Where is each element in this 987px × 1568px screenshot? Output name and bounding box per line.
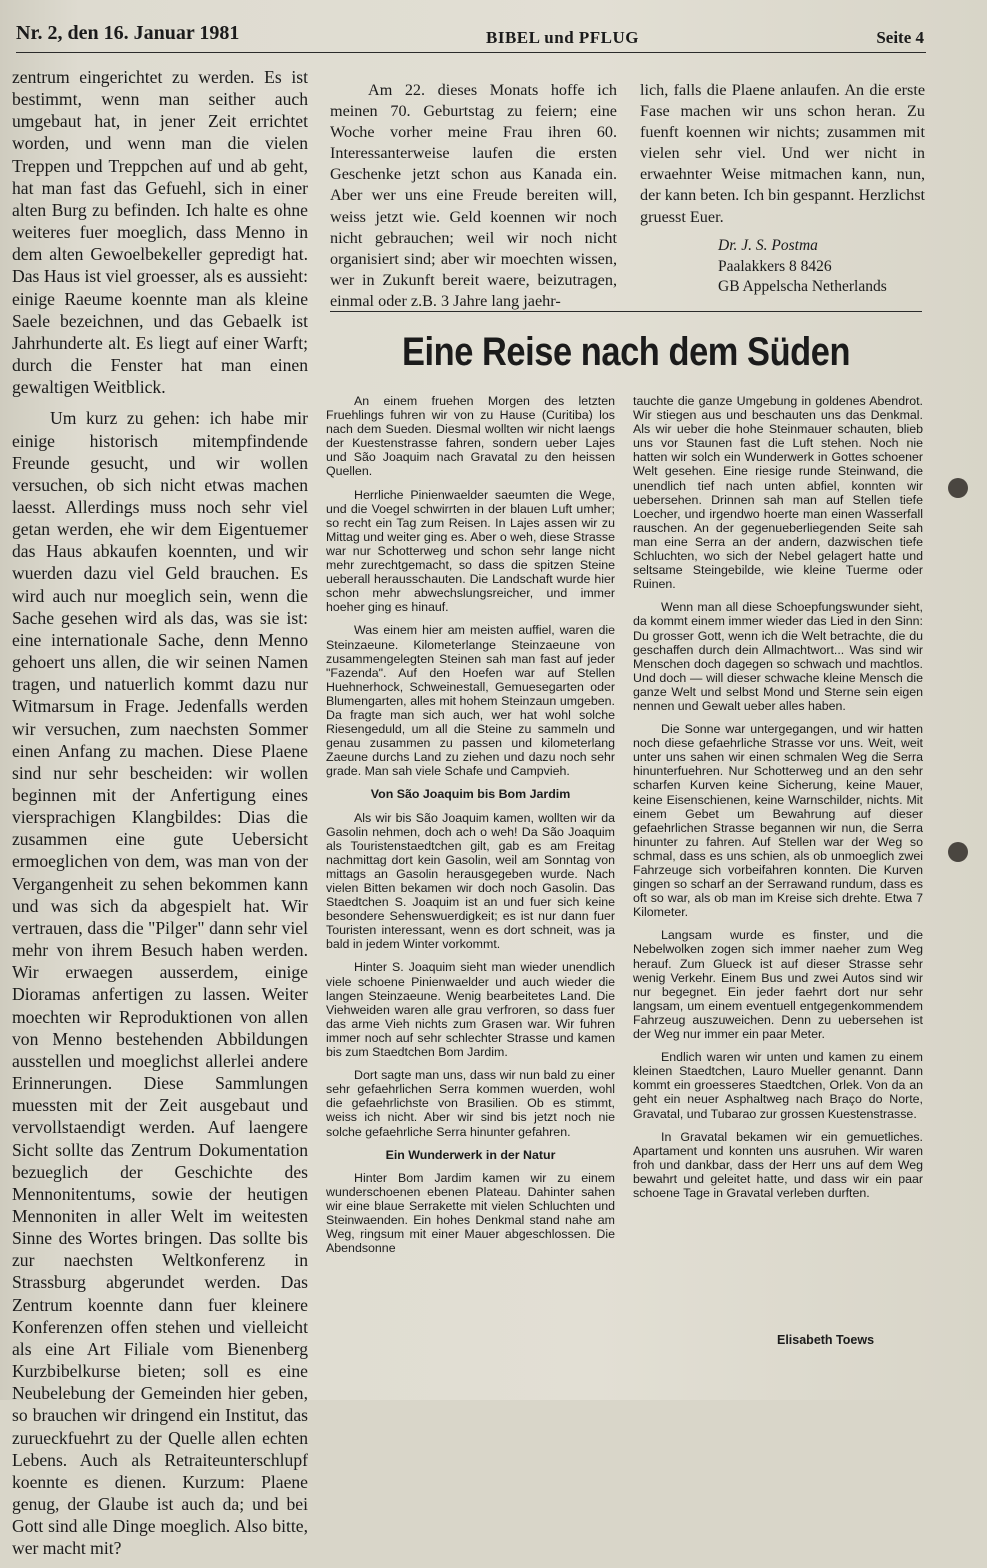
letter-signature <box>718 236 887 298</box>
article-paragraph: Hinter Bom Jardim kamen wir zu einem wunderschoenen ebenen Plateau. Dahinter sahen wir eine blaue Serrakette mit vielen Schluchten und Steinwaenden. Ein hohes Denkmal stand nahe am Weg, ringsum mit einer Mauer abgeschlossen. Die Abendsonne <box>326 1170 615 1256</box>
letter-right-text: lich, falls die Plaene anlaufen. An die erste Fase machen wir uns schon heran. Zu fuenft koennen wir nichts; zusammen mit vielen sehr viel. Und wer nicht in erwaehnter Weise mitmachen kann, nun, der kann beten. Ich bin gespannt. Herzlichst gruesst Euer. <box>640 81 925 226</box>
letter-middle-text: Am 22. dieses Monats hoffe ich meinen 70. Geburtstag zu feiern; eine Woche vorher meine Frau ihren 60. Interessanterweise laufen die ersten Geschenke jetzt schon aus Kanada ein. Aber wer uns eine Freude bereiten will, weiss jetzt wie. Geld koennen wir noch nicht gebrauchen; weil wir noch nicht organisiert sind; aber wir moechten wissen, wer in Zukunft bereit waere, beizutragen, einmal oder z.B. 3 Jahre lang jaehr- <box>330 81 617 310</box>
page-number: Seite 4 <box>876 28 924 47</box>
article-author: Elisabeth Toews <box>777 1333 875 1347</box>
issue-date: Nr. 2, den 16. Januar 1981 <box>16 22 240 44</box>
article-paragraph: Dort sagte man uns, dass wir nun bald zu einer sehr gefaehrlichen Serra kommen wuerden, wohl die gefaehrlichste von Brasilien. Ob es stimmt, weiss ich nicht. Aber wir sind bis jetzt noch nie solche gefaehrliche Serra hinunter gefahren. <box>326 1068 615 1139</box>
article-headline: Eine Reise nach dem Süden <box>401 330 851 374</box>
signature-address-line: Paalakkers 8 8426 <box>718 257 832 275</box>
article-paragraph: Wenn man all diese Schoepfungswunder sieht, da kommt einem immer wieder das Lied in den Sinn: Du grosser Gott, wenn ich die Welt betrachte, die du geschaffen durch dein Allmachtwort... Was sind wir Menschen doch dagegen so schwach und machtlos. Und doch — will dieser schwache kleine Mensch die ganze Welt und selbst Mond und Sterne sein eigen nennen und Gewalt ueber alles haben. <box>633 600 923 713</box>
article-column-1 <box>326 394 615 1264</box>
page-header <box>16 22 926 53</box>
article-column-2 <box>633 394 923 1209</box>
article-paragraph: Hinter S. Joaquim sieht man wieder unendlich viele schoene Pinienwaelder und auch wieder die langen Steinzaeune. Wenig bearbeitetes Land. Die Viehweiden waren alle grau verfroren, so dass fuer das arme Vieh nichts zum Grasen war. Wir fuhren immer noch auf sehr schlechter Strasse und kamen bis zum Staedtchen Bom Jardim. <box>326 960 615 1060</box>
article-paragraph: tauchte die ganze Umgebung in goldenes Abendrot. Wir stiegen aus und beschauten uns das Denkmal. Als wir ueber die hohe Steinmauer schauten, blieb uns vor Staunen fast die Luft stehen. Noch nie hatten wir solch ein Wunderwerk in Gottes schoener Welt gesehen. Eine riesige runde Steinwand, die unendlich tief nach unten abfiel, konnten wir uebersehen. Drinnen sah man auf Stellen tiefe Loecher, und irgendwo hoerte man einen Wasserfall rauschen. An der gegenueberliegenden Seite sah man eine Serra an der andern, dazwischen tiefe Schluchten, wo sich der Nebel gelagert hatte und seltsame Steingebilde, wie kleine Tuerme oder Ruinen. <box>633 394 923 592</box>
punch-hole <box>948 842 968 862</box>
signature-name: Dr. J. S. Postma <box>718 237 818 254</box>
section-divider <box>330 311 922 312</box>
letter-middle-column <box>330 80 617 312</box>
punch-hole <box>948 478 968 498</box>
article-subheading: Ein Wunderwerk in der Natur <box>385 1147 556 1162</box>
left-column-letter <box>12 66 308 1568</box>
article-paragraph: Was einem hier am meisten auffiel, waren die Steinzaeune. Kilometerlange Steinzaeune von zusammengelegten Steinen sah man fast auf jeder "Fazenda". Auf den Hoefen war auf Stellen Huehnerhock, Schweinestall, Gemuesegarten oder Blumengarten, alles mit hohem Steinzaun umgeben. Da fragte man sich auch, wer hat wohl solche Riesengeduld, um all die Steine zu sammeln und genau zusammen zu passen und kilometerlang Zaeune durchs Land zu ziehen und dazu noch sehr grade. Man sah viele Schafe und Campvieh. <box>326 623 615 779</box>
article-paragraph: In Gravatal bekamen wir ein gemuetliches. Apartament und konnten uns ausruhen. Wir waren froh und dankbar, dass der Herr uns auf dem Weg bewahrt und geleitet hatte, und dass wir ein paar schoene Tage in Gravatal verleben durften. <box>633 1129 923 1200</box>
article-paragraph: Langsam wurde es finster, und die Nebelwolken zogen sich immer naeher zum Weg herauf. Zum Glueck ist auf dieser Strasse sehr wenig Verkehr. Einem Bus und zwei Autos sind wir nur begegnet. Ein jeder faehrt dort nur sehr langsam, um einem eventuell entgegenkommendem Fahrzeug auszuweichen. Denn zu uebersehen ist der Weg nur immer ein paar Meter. <box>633 928 923 1042</box>
article-paragraph: Herrliche Pinienwaelder saeumten die Wege, und die Voegel schwirrten in der blauen Luft umher; so recht ein Tag zum Reisen. In Lajes assen wir zu Mittag und weiter ging es. Aber o weh, diese Strasse war nur Schotterweg und schon sehr lange nicht mehr zurechtgemacht, so dass die spitzen Steine ueberall herausschauten. Die Landschaft wurde hier schon mehr abwechslungsreicher, und immer hoeher ging es hinauf. <box>326 487 615 615</box>
article-subheading: Von São Joaquim bis Bom Jardim <box>370 787 571 802</box>
letter-right-column <box>640 80 925 228</box>
left-paragraph-2: Um kurz zu gehen: ich habe mir einige historisch mitempfindende Freunde gesucht, und wir wollen versuchen, ob sich nicht etwas machen laesst. Allerdings muss noch sehr viel getan werden, ehe wir dem Eigentuemer das Haus abkaufen koennten, und wir wuerden dazu viel Geld brauchen. Es wird auch nur moeglich sein, wenn die Sache gesehen wird als das, was sie ist: eine internationale Sache, denn Menno gehoert uns allen, die wir seinen Namen tragen, und natuerlich kommt dazu nur Witmarsum in Frage. Jedenfalls werden wir versuchen, zum naechsten Sommer einen Anfang zu machen. Diese Plaene sind nur sehr bescheiden: wir wollen beginnen mit der Anfertigung eines viersprachigen Klangbildes: Dias die zusammen eine gute Uebersicht ermoeglichen von dem, was man von der Vergangenheit zu sehen bekommen kann und was sich da abgespielt hat. Wir vertrauen, dass die "Pilger" dann sehr viel mehr von ihrem Besuch haben werden. Wir erwaegen ausserdem, einige Dioramas anfertigen zu lassen. Weiter moechten wir Reproduktionen von allen von Menno bestehenden Abbildungen ausstellen und moeglichst allerlei andere Erinnerungen. Diese Sammlungen muessten mit der Zeit ausgebaut und vervollstaendigt werden. Auf laengere Sicht sollte das Zentrum Dokumentation bezueglich der Geschichte des Mennonitentums, sowie der heutigen Mennoniten in aller Welt im weitesten Sinne des Wortes bringen. Das sollte bis zur naechsten Weltkonferenz in Strassburg abgerundet werden. Das Zentrum koennte dann fuer kleinere Konferenzen offen stehen und vielleicht als eine Art Filiale vom Bienenberg Kurzbibelkurse bieten; soll es eine Neubelebung der Gemeinden hier geben, so brauchen wir dringend ein Institut, das zurueckfuehrt zu der Quelle allen echten Lebens. Auch als Retraiteunterschlupf koennte es dienen. Kurzum: Plaene genug, der Glaube ist auch da; und bei Gott sind alle Dinge moeglich. Also bitte, wer macht mit? <box>12 408 308 1559</box>
article-paragraph: Endlich waren wir unten und kamen zu einem kleinen Staedtchen, Lauro Mueller genannt. Dann kommt ein groesseres Staedtchen, Orlek. Von da an geht ein neuer Asphaltweg nach Braço do Norte, Gravatal, und Tubarao zur grossen Kuestenstrasse. <box>633 1050 923 1121</box>
left-paragraph-1: zentrum eingerichtet zu werden. Es ist bestimmt, wenn man seither auch umgebaut hat, in jener Zeit errichtet worden, und wenn man die vielen Treppen und Treppchen auf und ab geht, hat man fast das Gefuehl, sich in einer alten Burg zu befinden. Ich halte es ohne weiteres fuer moeglich, dass Menno in dem alten Gewoelbekeller gepredigt hat. Das Haus ist viel groesser, als es aussieht: einige Raeume koennte man als kleine Saele bezeichnen, und das Gebaelk ist Jahrhunderte alt. Es liegt auf einer Warft; durch die Fenster hat man einen gewaltigen Weitblick. <box>12 67 308 398</box>
article-paragraph: Als wir bis São Joaquim kamen, wollten wir da Gasolin nehmen, doch ach o weh! Da São Joaquim als Touristenstaedtchen gilt, gab es am Freitag nachmittag dort kein Gasolin, weil am Sonntag von mittags an Gasolin herausgegeben wurde. Nach vielen Bitten bekamen wir doch noch Gasolin. Das Staedtchen S. Joaquim ist an und fuer sich keine besondere Sehenswuerdigkeit; es ist nur dann fuer Touristen interessant, wenn es dort schneit, was ja bald in jedem Winter vorkommt. <box>326 810 615 952</box>
publication-title: BIBEL und PFLUG <box>486 28 640 47</box>
signature-city-line: GB Appelscha Netherlands <box>718 278 887 295</box>
article-paragraph: An einem fruehen Morgen des letzten Fruehlings fuhren wir von zu Hause (Curitiba) los nach dem Sueden. Diesmal wollten wir nicht laengs der Kuestenstrasse fahren, sondern ueber Lajes und São Joaquim nach Gravatal zu den heissen Quellen. <box>326 394 615 479</box>
article-paragraph: Die Sonne war untergegangen, und wir hatten noch diese gefaehrliche Strasse vor uns. Weit, weit unter uns sahen wir einen schmalen Weg die Serra hinunterfuehren. Nur Schotterweg und an den sehr scharfen Kurven keine Sicherung, keine Mauer, keine Eisenschienen, keine Warnschilder, nichts. Mit einem Gebet um Bewahrung auf dieser gefaehrlichen Strasse begannen wir nun, die Serra hinunter zu fahren. Auf Stellen war der Weg so schmal, dass es uns schien, als ob unmoeglich zwei Fahrzeuge sich vorbeifahren konnten. Die Kurven gingen so scharf an der Serrawand rundum, dass es oft so war, als ob man im Kreise sich drehte. Etwa 7 Kilometer. <box>633 722 923 920</box>
